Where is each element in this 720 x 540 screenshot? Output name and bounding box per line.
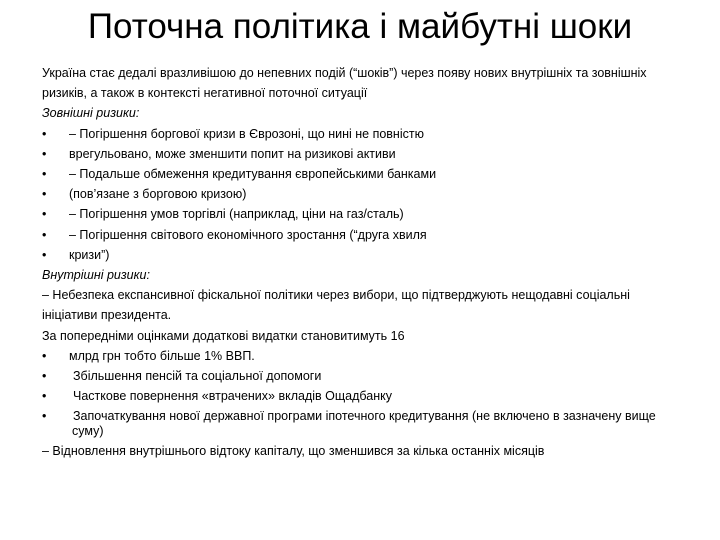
slide-body (42, 63, 692, 461)
text-line: – Відновлення внутрішнього відтоку капіталу, що зменшився за кілька останніх місяців (42, 443, 545, 458)
list-item-text: – Погіршення світового економічного зростання (“друга хвиля (69, 227, 427, 242)
bullet-icon: • (42, 167, 47, 182)
list-item (42, 406, 692, 426)
list-item-text: – Подальше обмеження кредитування європейськими банками (69, 167, 437, 182)
bullet-icon: • (42, 227, 47, 242)
text-line: ініціативи президента. (42, 308, 172, 323)
list-item (42, 164, 692, 184)
list-item (42, 124, 692, 144)
list-item-text: млрд грн тобто більше 1% ВВП. (69, 348, 255, 363)
list-item (42, 245, 692, 265)
list-item-text: врегульовано, може зменшити попит на ризикові активи (69, 146, 396, 161)
list-item-text: Збільшення пенсій та соціальної допомоги (73, 369, 322, 384)
internal-risks-heading: Внутрішні ризики: (42, 268, 150, 283)
intro-line: Україна стає дедалі вразливішою до непевних подій (“шоків”) через появу нових внутрішніх та зовнішніх (42, 66, 647, 80)
list-item (42, 144, 692, 164)
list-item-text: Започаткування нової державної програми іпотечного кредитування (не включено в зазначену вище (73, 409, 656, 424)
list-item (42, 346, 692, 366)
bullet-icon: • (42, 389, 47, 404)
external-risks-heading: Зовнішні ризики: (42, 106, 140, 121)
list-item-text: Часткове повернення «втрачених» вкладів Ощадбанку (73, 389, 392, 404)
bullet-icon: • (42, 348, 47, 363)
bullet-icon: • (42, 207, 47, 222)
bullet-icon: • (42, 409, 47, 424)
intro-line: ризиків, а також в контексті негативної поточної ситуації (42, 86, 368, 101)
bullet-icon: • (42, 146, 47, 161)
bullet-icon: • (42, 126, 47, 141)
text-line: За попередніми оцінками додаткові видатки становитимуть 16 (42, 328, 405, 343)
bullet-icon: • (42, 247, 47, 262)
list-item-continuation: суму) (72, 423, 104, 438)
list-item-text: – Погіршення боргової кризи в Єврозоні, що нині не повністю (69, 126, 424, 141)
text-line: – Небезпека експансивної фіскальної політики через вибори, що підтверджують нещодавні соціальні (42, 288, 630, 303)
list-item (42, 386, 692, 406)
list-item-text: кризи”) (69, 247, 110, 262)
bullet-icon: • (42, 187, 47, 202)
list-item (42, 366, 692, 386)
list-item-text: (пов’язане з борговою кризою) (69, 187, 247, 202)
list-item (42, 184, 692, 204)
list-item-text: – Погіршення умов торгівлі (наприклад, ціни на газ/сталь) (69, 207, 404, 222)
bullet-icon: • (42, 369, 47, 384)
slide-title: Поточна політика і майбутні шоки (87, 7, 633, 46)
list-item (42, 225, 692, 245)
list-item (42, 204, 692, 224)
